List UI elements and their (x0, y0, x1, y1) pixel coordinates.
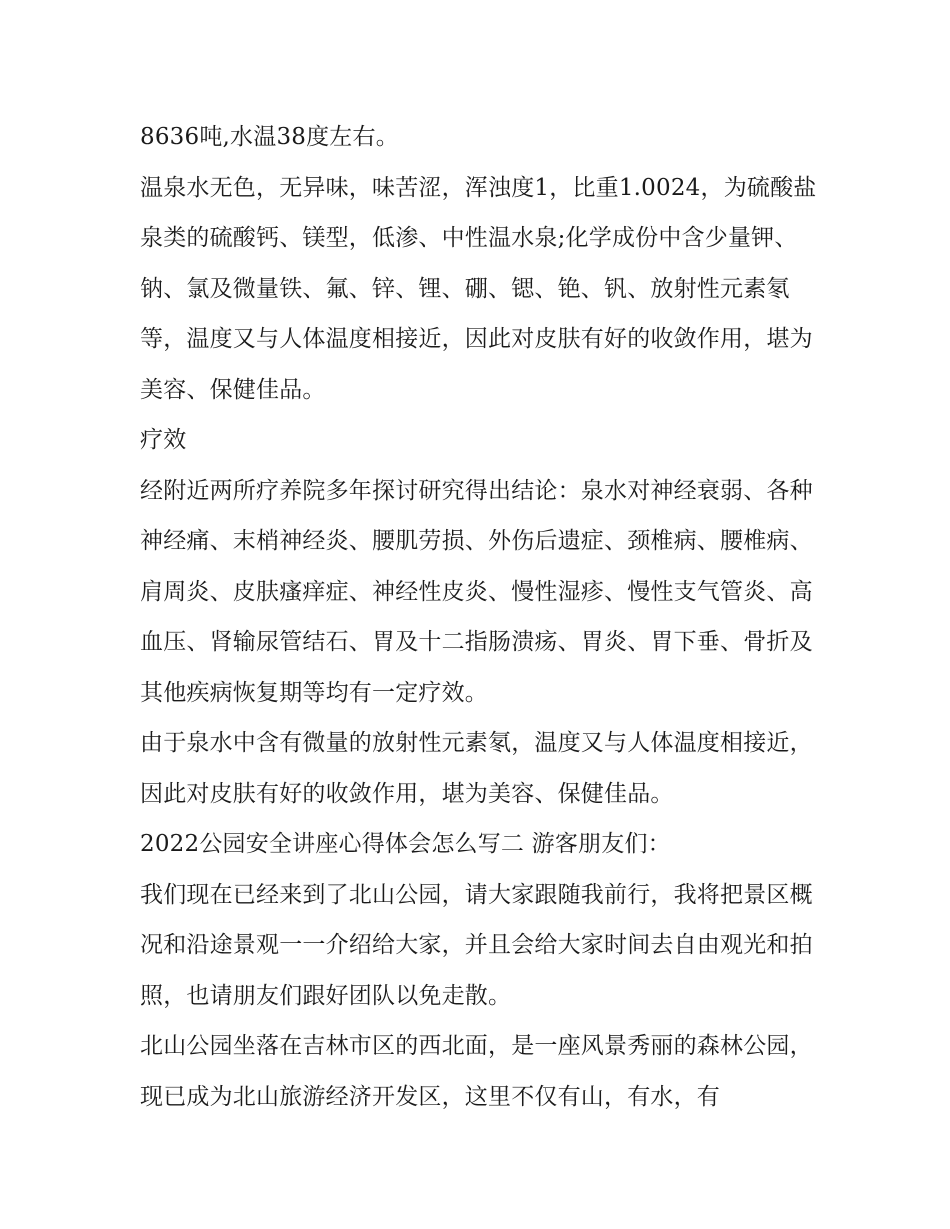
paragraph-beishan-park: 北山公园坐落在吉林市区的西北面，是一座风景秀丽的森林公园，现已成为北山旅游经济开发区，这里不仅有山，有水，有 (140, 1033, 813, 1110)
paragraph-water-properties: 温泉水无色，无异味，味苦涩，浑浊度1，比重1.0024，为硫酸盐泉类的硫酸钙、镁型，低渗、中性温水泉;化学成份中含少量钾、钠、氯及微量铁、氟、锌、锂、硼、锶、铯、钒、放射性元素氡等，温度又与人体温度相接近，因此对皮肤有好的收敛作用，堪为美容、保健佳品。 (140, 174, 817, 403)
paragraph-radon-benefit: 由于泉水中含有微量的放射性元素氡，温度又与人体温度相接近，因此对皮肤有好的收敛作用，堪为美容、保健佳品。 (140, 730, 813, 807)
paragraph-efficacy-conclusion: 经附近两所疗养院多年探讨研究得出结论：泉水对神经衰弱、各种神经痛、末梢神经炎、腰肌劳损、外伤后遗症、颈椎病、腰椎病、肩周炎、皮肤瘙痒症、神经性皮炎、慢性湿疹、慢性支气管炎、高血压、肾输尿管结石、胃及十二指肠溃疡、胃炎、胃下垂、骨折及其他疾病恢复期等均有一定疗效。 (140, 477, 813, 706)
section-heading-efficacy: 疗效 (140, 427, 187, 453)
document-body (140, 112, 820, 1122)
paragraph-water-volume: 8636吨,水温38度左右。 (140, 124, 399, 150)
section-heading-park-safety: 2022公园安全讲座心得体会怎么写二 游客朋友们： (140, 831, 671, 857)
paragraph-tour-intro: 我们现在已经来到了北山公园，请大家跟随我前行，我将把景区概况和沿途景观一一介绍给大家，并且会给大家时间去自由观光和拍照，也请朋友们跟好团队以免走散。 (140, 881, 813, 1009)
